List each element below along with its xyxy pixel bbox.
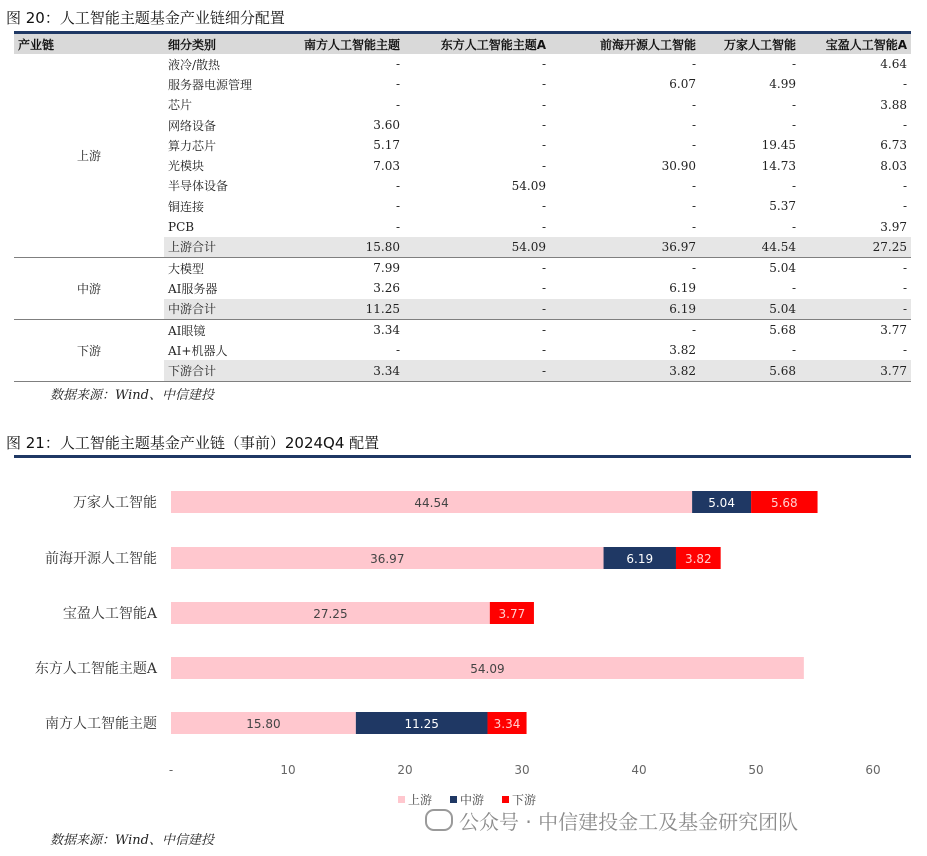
column-header: 细分类别 — [164, 34, 284, 54]
value-cell: - — [395, 343, 400, 358]
value-cell: - — [541, 97, 546, 112]
value-cell: - — [541, 77, 546, 92]
value-cell: 8.03 — [880, 158, 907, 173]
value-cell: 6.19 — [669, 281, 696, 296]
table-row — [14, 257, 911, 278]
value-cell: - — [691, 138, 696, 153]
stacked-bar-chart — [0, 460, 927, 820]
data-label: 6.19 — [626, 552, 654, 566]
category-cell: 铜连接 — [168, 199, 205, 214]
value-cell: 3.97 — [880, 219, 907, 234]
value-cell: - — [404, 299, 550, 320]
value-cell: - — [395, 97, 400, 112]
data-label: 36.97 — [370, 552, 405, 566]
value-cell: - — [691, 219, 696, 234]
value-cell: 7.99 — [373, 261, 400, 276]
value-cell: - — [541, 219, 546, 234]
value-cell: 5.68 — [700, 360, 800, 381]
chart-top-rule — [14, 455, 911, 458]
value-cell: 54.09 — [404, 237, 550, 258]
value-cell: - — [791, 97, 796, 112]
table-row — [14, 54, 911, 74]
x-tick-label: 10 — [280, 763, 296, 777]
data-label: 5.68 — [770, 496, 798, 510]
value-cell: - — [691, 323, 696, 337]
value-cell: 3.77 — [880, 323, 907, 337]
value-cell: - — [902, 199, 907, 214]
data-label: 3.82 — [684, 552, 712, 566]
value-cell: - — [541, 261, 546, 276]
value-cell: - — [791, 178, 796, 193]
value-cell: 11.25 — [284, 299, 404, 320]
data-label: 11.25 — [404, 717, 439, 731]
chart-title: 图 21：人工智能主题基金产业链（事前）2024Q4 配置 — [6, 434, 380, 452]
data-label: 27.25 — [313, 607, 348, 621]
column-header: 东方人工智能主题A — [404, 34, 550, 54]
value-cell: 3.60 — [373, 118, 400, 133]
data-label: 54.09 — [470, 662, 505, 676]
value-cell: 5.17 — [373, 138, 400, 153]
value-cell: - — [791, 281, 796, 296]
column-header: 万家人工智能 — [700, 34, 800, 54]
value-cell: 6.07 — [669, 77, 696, 92]
data-label: 3.77 — [498, 607, 526, 621]
value-cell: 4.64 — [880, 57, 907, 72]
category-cell: 服务器电源管理 — [168, 77, 253, 92]
segment-label: 下游 — [14, 319, 164, 381]
value-cell: 3.88 — [880, 97, 907, 112]
x-tick-label: 60 — [865, 763, 881, 777]
value-cell: - — [791, 219, 796, 234]
wechat-icon — [425, 809, 453, 831]
data-label: 5.04 — [708, 496, 735, 510]
value-cell: - — [902, 77, 907, 92]
value-cell: 5.37 — [769, 199, 796, 214]
value-cell: - — [541, 118, 546, 133]
legend-swatch — [502, 796, 509, 803]
value-cell: 5.04 — [700, 299, 800, 320]
value-cell: 19.45 — [761, 138, 796, 153]
category-label: 宝盈人工智能A — [62, 606, 157, 622]
value-cell: - — [691, 199, 696, 214]
value-cell: - — [902, 343, 907, 358]
value-cell: - — [691, 118, 696, 133]
category-cell: 半导体设备 — [168, 179, 229, 194]
column-header: 前海开源人工智能 — [550, 34, 700, 54]
legend-label: 下游 — [512, 793, 537, 807]
category-label: 前海开源人工智能 — [45, 551, 157, 567]
value-cell: - — [691, 57, 696, 72]
value-cell: 6.73 — [880, 138, 907, 153]
category-label: 东方人工智能主题A — [34, 661, 157, 677]
category-cell: PCB — [168, 219, 195, 234]
value-cell: 3.82 — [550, 360, 700, 381]
industry-chain-table — [14, 34, 911, 382]
value-cell: - — [902, 118, 907, 133]
value-cell: 5.04 — [769, 261, 796, 276]
watermark — [425, 806, 798, 835]
category-cell: 上游合计 — [164, 237, 284, 258]
value-cell: - — [541, 158, 546, 173]
value-cell: 3.82 — [669, 343, 696, 358]
table-source: 数据来源：Wind、中信建投 — [50, 388, 214, 403]
value-cell: 36.97 — [550, 237, 700, 258]
value-cell: - — [395, 219, 400, 234]
value-cell: - — [541, 57, 546, 72]
value-cell: - — [541, 281, 546, 296]
chart-source: 数据来源：Wind、中信建投 — [50, 833, 214, 848]
category-cell: 光模块 — [168, 159, 205, 174]
value-cell: 15.80 — [284, 237, 404, 258]
column-header: 南方人工智能主题 — [284, 34, 404, 54]
value-cell: 5.68 — [769, 323, 796, 337]
value-cell: - — [395, 77, 400, 92]
category-cell: 液冷/散热 — [168, 57, 221, 72]
value-cell: 4.99 — [769, 77, 796, 92]
value-cell: 3.34 — [373, 323, 400, 337]
legend-label: 上游 — [408, 793, 433, 807]
column-header: 产业链 — [14, 34, 164, 54]
category-cell: 大模型 — [168, 261, 205, 276]
value-cell: - — [902, 178, 907, 193]
x-tick-label: 50 — [748, 763, 764, 777]
value-cell: 3.77 — [800, 360, 911, 381]
watermark-text: 公众号 · 中信建投金工及基金研究团队 — [459, 810, 799, 834]
value-cell: - — [902, 281, 907, 296]
value-cell: - — [395, 178, 400, 193]
data-label: 44.54 — [414, 496, 449, 510]
value-cell: 14.73 — [761, 158, 796, 173]
value-cell: - — [791, 118, 796, 133]
value-cell: - — [691, 97, 696, 112]
value-cell: 54.09 — [511, 178, 546, 193]
data-label: 15.80 — [246, 717, 281, 731]
x-tick-label: 30 — [514, 763, 530, 777]
value-cell: 44.54 — [700, 237, 800, 258]
x-tick-label: 20 — [397, 763, 413, 777]
table-header-row — [14, 34, 911, 54]
legend-label: 中游 — [460, 793, 485, 807]
table-row — [14, 319, 911, 340]
category-label: 万家人工智能 — [73, 495, 157, 511]
x-tick-label: 40 — [631, 763, 647, 777]
value-cell: - — [791, 57, 796, 72]
value-cell: 30.90 — [661, 158, 696, 173]
value-cell: - — [404, 360, 550, 381]
value-cell: - — [395, 199, 400, 214]
category-cell: AI眼镜 — [168, 323, 206, 338]
value-cell: - — [541, 343, 546, 358]
segment-label: 上游 — [14, 54, 164, 257]
legend-swatch — [450, 796, 457, 803]
category-cell: 芯片 — [168, 98, 193, 113]
value-cell: - — [691, 261, 696, 276]
value-cell: - — [541, 199, 546, 214]
category-cell: AI服务器 — [168, 281, 218, 296]
column-header: 宝盈人工智能A — [800, 34, 911, 54]
value-cell: 7.03 — [373, 158, 400, 173]
table-title: 图 20：人工智能主题基金产业链细分配置 — [6, 9, 285, 27]
value-cell: - — [541, 138, 546, 153]
value-cell: 3.34 — [284, 360, 404, 381]
value-cell: 6.19 — [550, 299, 700, 320]
category-cell: 中游合计 — [164, 299, 284, 320]
value-cell: - — [691, 178, 696, 193]
x-tick-label: - — [168, 763, 174, 777]
value-cell: - — [395, 57, 400, 72]
legend-swatch — [398, 796, 405, 803]
segment-label: 中游 — [14, 257, 164, 319]
category-label: 南方人工智能主题 — [45, 716, 157, 732]
category-cell: 网络设备 — [168, 118, 217, 133]
category-cell: 下游合计 — [164, 360, 284, 381]
value-cell: - — [541, 323, 546, 337]
value-cell: 3.26 — [373, 281, 400, 296]
data-label: 3.34 — [493, 717, 521, 731]
value-cell: - — [800, 299, 911, 320]
value-cell: - — [791, 343, 796, 358]
value-cell: - — [902, 261, 907, 276]
category-cell: AI+机器人 — [168, 343, 228, 358]
category-cell: 算力芯片 — [168, 138, 217, 153]
value-cell: 27.25 — [800, 237, 911, 258]
